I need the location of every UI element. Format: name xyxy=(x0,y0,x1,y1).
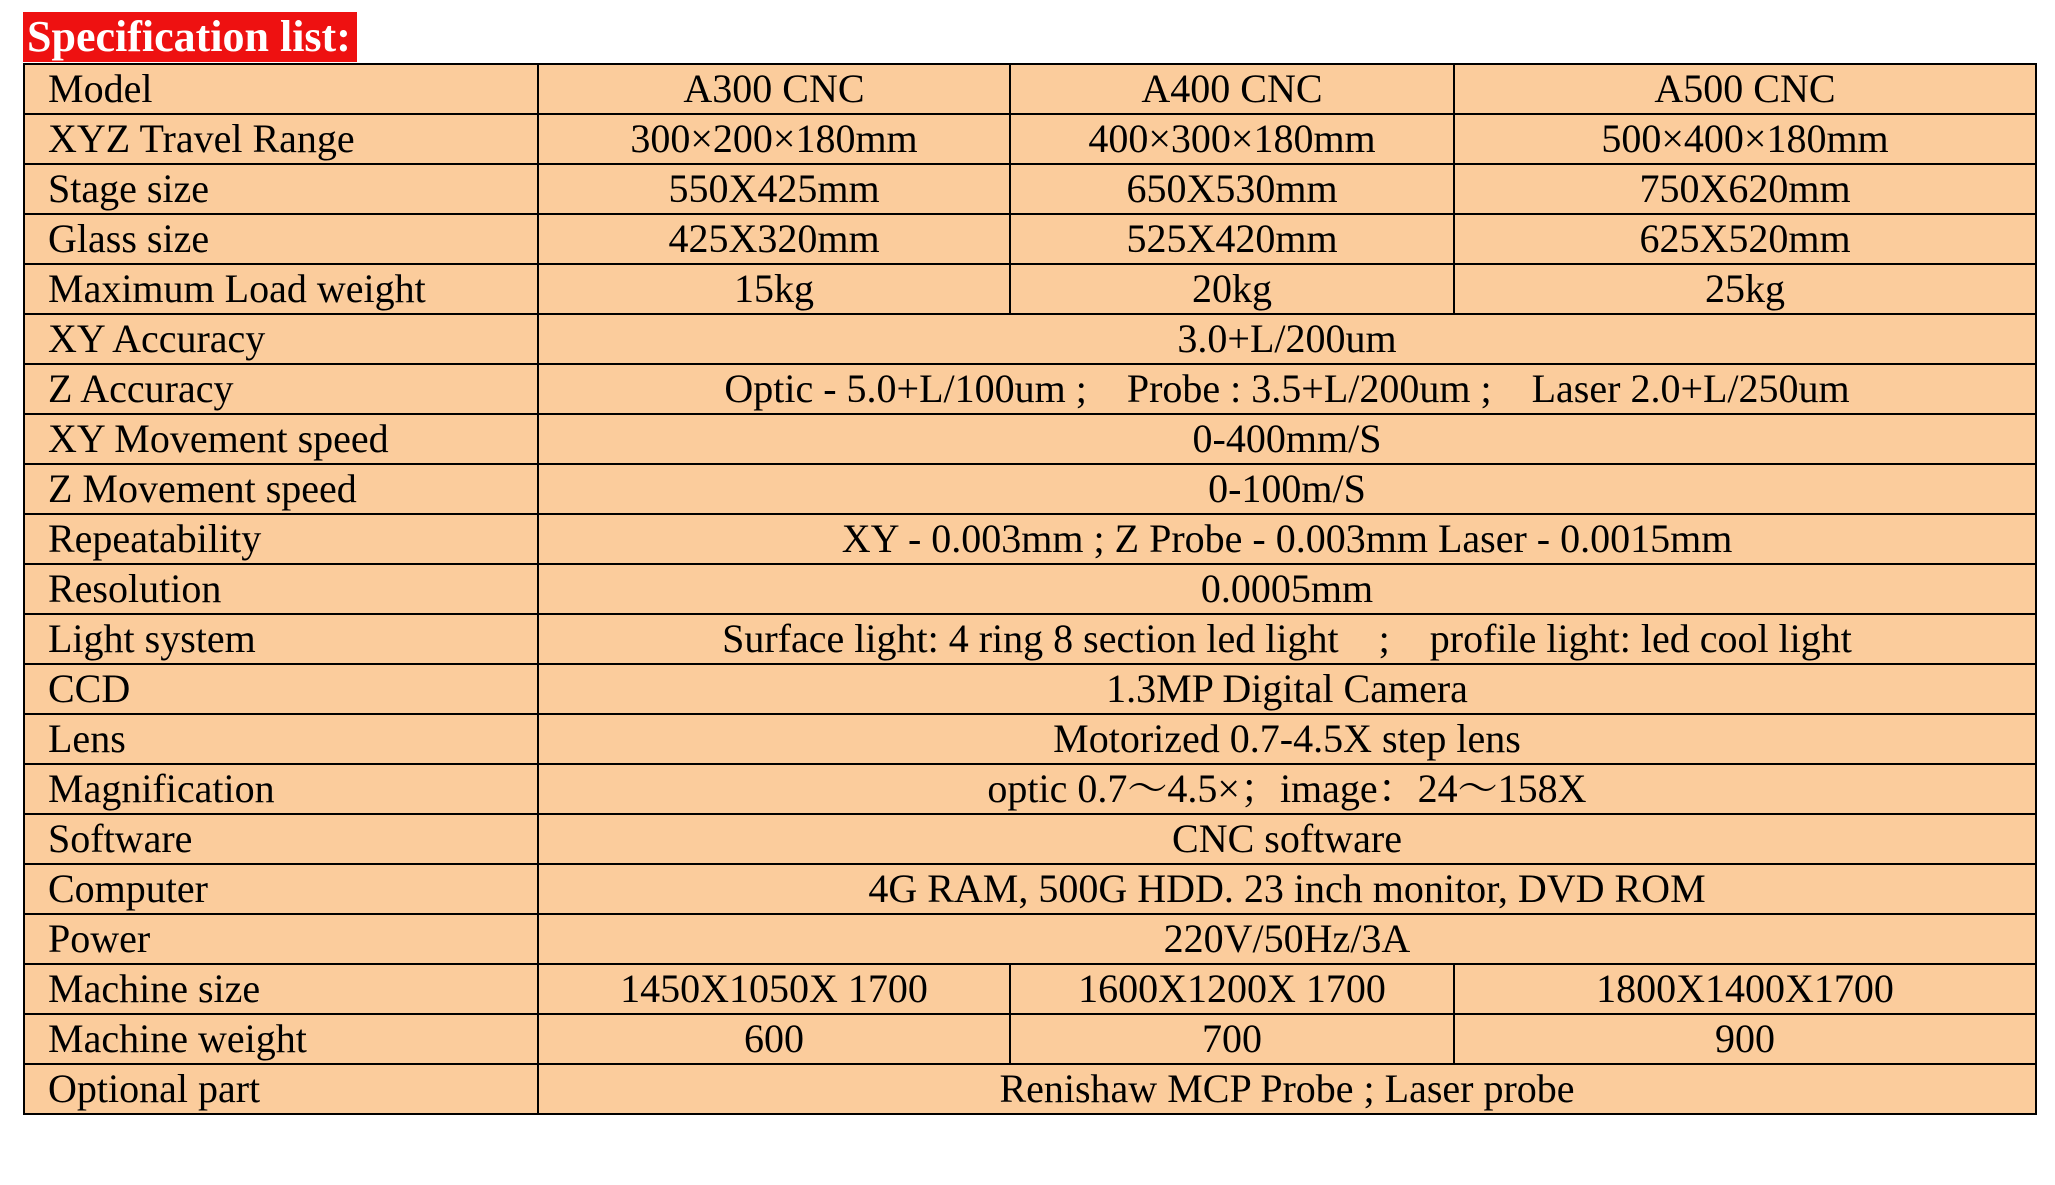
table-row xyxy=(24,514,2036,564)
row-label: Z Movement speed xyxy=(24,464,538,514)
table-row xyxy=(24,614,2036,664)
row-label: Optional part xyxy=(24,1064,538,1114)
cell-value: 25kg xyxy=(1454,264,2036,314)
cell-value: 0-100m/S xyxy=(538,464,2036,514)
model-name: A300 CNC xyxy=(538,64,1010,114)
row-label: Stage size xyxy=(24,164,538,214)
table-row xyxy=(24,264,2036,314)
table-row xyxy=(24,964,2036,1014)
table-row xyxy=(24,914,2036,964)
cell-value: 15kg xyxy=(538,264,1010,314)
row-label: Software xyxy=(24,814,538,864)
cell-value: 0-400mm/S xyxy=(538,414,2036,464)
row-label: Machine size xyxy=(24,964,538,1014)
row-label: XY Accuracy xyxy=(24,314,538,364)
table-row xyxy=(24,464,2036,514)
table-row xyxy=(24,864,2036,914)
row-label: Machine weight xyxy=(24,1014,538,1064)
model-name: A400 CNC xyxy=(1010,64,1454,114)
cell-value: 20kg xyxy=(1010,264,1454,314)
row-label: Z Accuracy xyxy=(24,364,538,414)
cell-value: Optic - 5.0+L/100um ; Probe : 3.5+L/200um ; Laser 2.0+L/250um xyxy=(538,364,2036,414)
header-label: Model xyxy=(24,64,538,114)
cell-value: 400×300×180mm xyxy=(1010,114,1454,164)
row-label: Light system xyxy=(24,614,538,664)
cell-value: Renishaw MCP Probe ; Laser probe xyxy=(538,1064,2036,1114)
table-row xyxy=(24,1014,2036,1064)
table-row xyxy=(24,764,2036,814)
page-title: Specification list: xyxy=(23,12,357,62)
cell-value: 550X425mm xyxy=(538,164,1010,214)
cell-value: 750X620mm xyxy=(1454,164,2036,214)
cell-value: 525X420mm xyxy=(1010,214,1454,264)
row-label: XY Movement speed xyxy=(24,414,538,464)
table-row xyxy=(24,214,2036,264)
cell-value: 1.3MP Digital Camera xyxy=(538,664,2036,714)
cell-value: 1600X1200X 1700 xyxy=(1010,964,1454,1014)
row-label: Lens xyxy=(24,714,538,764)
table-row xyxy=(24,714,2036,764)
table-row xyxy=(24,314,2036,364)
specification-table xyxy=(23,63,2037,1115)
cell-value: CNC software xyxy=(538,814,2036,864)
cell-value: 1450X1050X 1700 xyxy=(538,964,1010,1014)
table-row xyxy=(24,414,2036,464)
row-label: Glass size xyxy=(24,214,538,264)
row-label: Magnification xyxy=(24,764,538,814)
row-label: Computer xyxy=(24,864,538,914)
cell-value: Surface light: 4 ring 8 section led light ; profile light: led cool light xyxy=(538,614,2036,664)
cell-value: 0.0005mm xyxy=(538,564,2036,614)
table-row xyxy=(24,1064,2036,1114)
cell-value: 1800X1400X1700 xyxy=(1454,964,2036,1014)
table-header-row xyxy=(24,64,2036,114)
cell-value: Motorized 0.7-4.5X step lens xyxy=(538,714,2036,764)
row-label: Resolution xyxy=(24,564,538,614)
cell-value: 220V/50Hz/3A xyxy=(538,914,2036,964)
row-label: Maximum Load weight xyxy=(24,264,538,314)
cell-value: 425X320mm xyxy=(538,214,1010,264)
cell-value: 650X530mm xyxy=(1010,164,1454,214)
table-row xyxy=(24,164,2036,214)
table-row xyxy=(24,664,2036,714)
cell-value: 600 xyxy=(538,1014,1010,1064)
cell-value: 625X520mm xyxy=(1454,214,2036,264)
cell-value: 3.0+L/200um xyxy=(538,314,2036,364)
cell-value: 900 xyxy=(1454,1014,2036,1064)
table-row xyxy=(24,564,2036,614)
cell-value: 4G RAM, 500G HDD. 23 inch monitor, DVD ROM xyxy=(538,864,2036,914)
cell-value: XY - 0.003mm ; Z Probe - 0.003mm Laser - 0.0015mm xyxy=(538,514,2036,564)
cell-value: 300×200×180mm xyxy=(538,114,1010,164)
row-label: CCD xyxy=(24,664,538,714)
table-row xyxy=(24,814,2036,864)
cell-value: optic 0.7～4.5×；image：24～158X xyxy=(538,764,2036,814)
row-label: XYZ Travel Range xyxy=(24,114,538,164)
row-label: Repeatability xyxy=(24,514,538,564)
cell-value: 700 xyxy=(1010,1014,1454,1064)
table-row xyxy=(24,114,2036,164)
cell-value: 500×400×180mm xyxy=(1454,114,2036,164)
model-name: A500 CNC xyxy=(1454,64,2036,114)
row-label: Power xyxy=(24,914,538,964)
table-row xyxy=(24,364,2036,414)
